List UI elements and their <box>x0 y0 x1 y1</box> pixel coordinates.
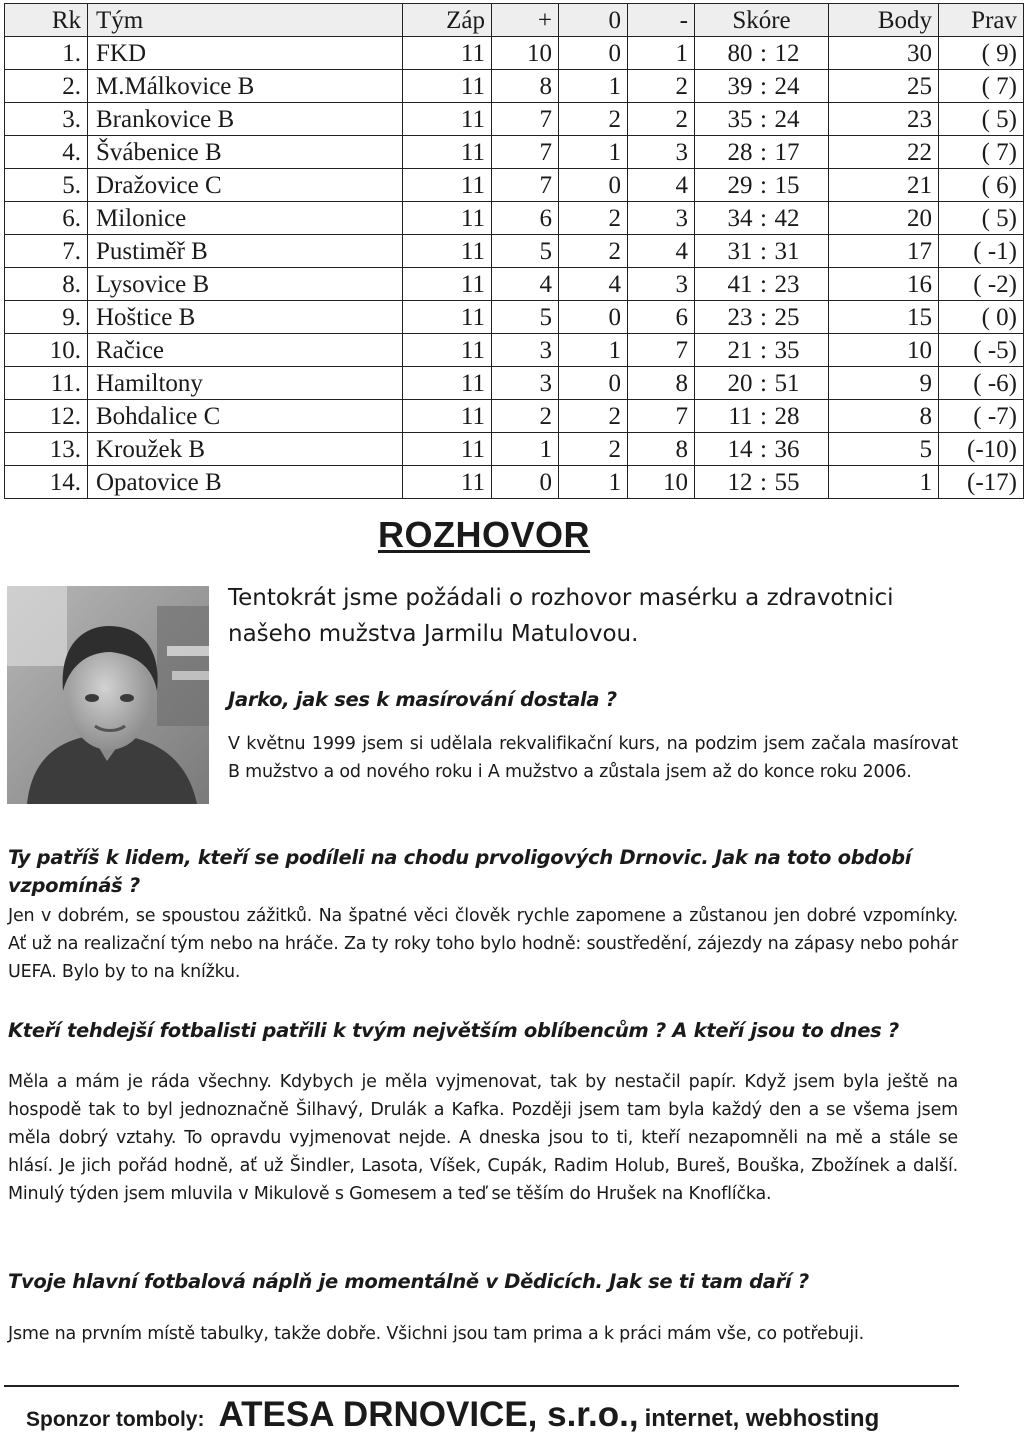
table-row <box>5 136 1024 169</box>
goals-against: 24 <box>774 105 800 133</box>
score-cell <box>695 268 829 301</box>
answer-1: V květnu 1999 jsem si udělala rekvalifikační kurs, na podzim jsem začala masírovat B mužstvo a od nového roku i A mužstvo a zůstala jsem až do konce roku 2006. <box>228 734 958 782</box>
rank-cell: 13. <box>5 433 88 466</box>
table-row <box>5 433 1024 466</box>
score-separator: : <box>760 138 767 166</box>
played-cell: 11 <box>403 136 492 169</box>
draws-cell: 2 <box>559 103 628 136</box>
prav-cell: ( 9) <box>939 37 1024 70</box>
losses-cell: 7 <box>628 400 695 433</box>
team-cell: Bohdalice C <box>88 400 403 433</box>
question-2: Ty patříš k lidem, kteří se podíleli na chodu prvoligových Drnovic. Jak na toto období vzpomínáš ? <box>8 846 912 897</box>
wins-cell: 4 <box>492 268 559 301</box>
losses-cell: 8 <box>628 367 695 400</box>
goals-for: 11 <box>728 402 753 430</box>
goals-for: 31 <box>727 237 753 265</box>
played-cell: 11 <box>403 202 492 235</box>
header-draws: 0 <box>559 4 628 37</box>
losses-cell: 1 <box>628 37 695 70</box>
wins-cell: 7 <box>492 103 559 136</box>
wins-cell: 6 <box>492 202 559 235</box>
table-row <box>5 367 1024 400</box>
wins-cell: 7 <box>492 169 559 202</box>
score-cell <box>695 433 829 466</box>
sponsor-line <box>26 1395 879 1435</box>
header-score: Skóre <box>695 4 829 37</box>
score-separator: : <box>760 72 767 100</box>
header-played: Záp <box>403 4 492 37</box>
losses-cell: 2 <box>628 103 695 136</box>
points-cell: 17 <box>829 235 939 268</box>
interviewee-photo <box>7 586 209 804</box>
score-separator: : <box>760 204 767 232</box>
points-cell: 10 <box>829 334 939 367</box>
goals-against: 28 <box>774 402 800 430</box>
score-separator: : <box>760 270 767 298</box>
goals-against: 31 <box>774 237 800 265</box>
score-separator: : <box>760 336 767 364</box>
draws-cell: 2 <box>559 400 628 433</box>
question-4: Tvoje hlavní fotbalová náplň je momentálně v Dědicích. Jak se ti tam daří ? <box>8 1270 809 1293</box>
points-cell: 1 <box>829 466 939 499</box>
wins-cell: 7 <box>492 136 559 169</box>
goals-against: 12 <box>774 39 800 67</box>
rank-cell: 12. <box>5 400 88 433</box>
wins-cell: 3 <box>492 367 559 400</box>
losses-cell: 3 <box>628 202 695 235</box>
goals-for: 39 <box>727 72 753 100</box>
table-row <box>5 400 1024 433</box>
score-separator: : <box>760 435 767 463</box>
table-row <box>5 235 1024 268</box>
team-cell: Švábenice B <box>88 136 403 169</box>
goals-against: 51 <box>774 369 800 397</box>
draws-cell: 4 <box>559 268 628 301</box>
score-cell <box>695 37 829 70</box>
rank-cell: 1. <box>5 37 88 70</box>
prav-cell: ( 7) <box>939 136 1024 169</box>
sponsor-label: Sponzor tomboly: <box>26 1408 205 1431</box>
prav-cell: ( 0) <box>939 301 1024 334</box>
prav-cell: ( -1) <box>939 235 1024 268</box>
played-cell: 11 <box>403 466 492 499</box>
wins-cell: 8 <box>492 70 559 103</box>
score-separator: : <box>760 303 767 331</box>
score-separator: : <box>760 369 767 397</box>
losses-cell: 10 <box>628 466 695 499</box>
draws-cell: 1 <box>559 466 628 499</box>
prav-cell: ( 5) <box>939 103 1024 136</box>
standings-table <box>4 3 1024 499</box>
wins-cell: 5 <box>492 235 559 268</box>
prav-cell: ( 7) <box>939 70 1024 103</box>
points-cell: 21 <box>829 169 939 202</box>
losses-cell: 4 <box>628 169 695 202</box>
score-cell <box>695 136 829 169</box>
score-separator: : <box>760 105 767 133</box>
losses-cell: 4 <box>628 235 695 268</box>
points-cell: 5 <box>829 433 939 466</box>
table-row <box>5 70 1024 103</box>
table-row <box>5 169 1024 202</box>
rank-cell: 3. <box>5 103 88 136</box>
played-cell: 11 <box>403 235 492 268</box>
interview-intro: Tentokrát jsme požádali o rozhovor masérku a zdravotnici našeho mužstva Jarmilu Matulovou. <box>228 585 894 647</box>
draws-cell: 0 <box>559 169 628 202</box>
points-cell: 23 <box>829 103 939 136</box>
goals-against: 23 <box>774 270 800 298</box>
goals-against: 35 <box>774 336 800 364</box>
header-team: Tým <box>88 4 403 37</box>
header-wins: + <box>492 4 559 37</box>
draws-cell: 0 <box>559 367 628 400</box>
played-cell: 11 <box>403 301 492 334</box>
rank-cell: 10. <box>5 334 88 367</box>
team-cell: Hamiltony <box>88 367 403 400</box>
goals-for: 23 <box>727 303 753 331</box>
header-points: Body <box>829 4 939 37</box>
header-rank: Rk <box>5 4 88 37</box>
team-cell: Lysovice B <box>88 268 403 301</box>
losses-cell: 6 <box>628 301 695 334</box>
goals-for: 29 <box>727 171 753 199</box>
table-row <box>5 103 1024 136</box>
goals-against: 25 <box>774 303 800 331</box>
draws-cell: 2 <box>559 235 628 268</box>
goals-for: 14 <box>727 435 753 463</box>
played-cell: 11 <box>403 268 492 301</box>
rank-cell: 8. <box>5 268 88 301</box>
points-cell: 20 <box>829 202 939 235</box>
team-cell: Brankovice B <box>88 103 403 136</box>
points-cell: 8 <box>829 400 939 433</box>
played-cell: 11 <box>403 400 492 433</box>
points-cell: 16 <box>829 268 939 301</box>
prav-cell: ( 6) <box>939 169 1024 202</box>
score-separator: : <box>760 237 767 265</box>
score-separator: : <box>760 171 767 199</box>
goals-for: 21 <box>727 336 753 364</box>
prav-cell: (-17) <box>939 466 1024 499</box>
losses-cell: 7 <box>628 334 695 367</box>
question-1: Jarko, jak ses k masírování dostala ? <box>228 688 617 711</box>
goals-for: 80 <box>727 39 753 67</box>
rank-cell: 5. <box>5 169 88 202</box>
team-cell: Pustiměř B <box>88 235 403 268</box>
score-cell <box>695 301 829 334</box>
losses-cell: 3 <box>628 268 695 301</box>
goals-against: 15 <box>774 171 800 199</box>
played-cell: 11 <box>403 37 492 70</box>
draws-cell: 1 <box>559 136 628 169</box>
table-row <box>5 268 1024 301</box>
draws-cell: 2 <box>559 202 628 235</box>
score-cell <box>695 169 829 202</box>
played-cell: 11 <box>403 70 492 103</box>
goals-against: 36 <box>774 435 800 463</box>
prav-cell: ( -5) <box>939 334 1024 367</box>
goals-for: 34 <box>727 204 753 232</box>
losses-cell: 3 <box>628 136 695 169</box>
wins-cell: 0 <box>492 466 559 499</box>
question-3: Kteří tehdejší fotbalisti patřili k tvým největším oblíbencům ? A kteří jsou to dnes ? <box>8 1019 899 1042</box>
team-cell: Milonice <box>88 202 403 235</box>
footer-divider <box>4 1385 959 1387</box>
answer-2: Jen v dobrém, se spoustou zážitků. Na špatné věci člověk rychle zapomene a zůstanou jen dobré vzpomínky. Ať už na realizační tým nebo na hráče. Za ty roky toho bylo hodně: soustředění, zájezdy na zápasy nebo pohár UEFA. Bylo by to na knížku. <box>8 906 958 982</box>
table-row <box>5 301 1024 334</box>
played-cell: 11 <box>403 169 492 202</box>
prav-cell: ( -6) <box>939 367 1024 400</box>
points-cell: 15 <box>829 301 939 334</box>
interview-heading: ROZHOVOR <box>378 514 591 555</box>
draws-cell: 1 <box>559 70 628 103</box>
wins-cell: 1 <box>492 433 559 466</box>
draws-cell: 0 <box>559 301 628 334</box>
rank-cell: 14. <box>5 466 88 499</box>
points-cell: 30 <box>829 37 939 70</box>
prav-cell: ( 5) <box>939 202 1024 235</box>
wins-cell: 10 <box>492 37 559 70</box>
sponsor-name: ATESA DRNOVICE, s.r.o., <box>218 1395 639 1434</box>
draws-cell: 0 <box>559 37 628 70</box>
team-cell: Račice <box>88 334 403 367</box>
table-row <box>5 466 1024 499</box>
standings-body <box>5 37 1024 499</box>
rank-cell: 11. <box>5 367 88 400</box>
goals-for: 41 <box>727 270 753 298</box>
goals-against: 17 <box>774 138 800 166</box>
played-cell: 11 <box>403 334 492 367</box>
header-prav: Prav <box>939 4 1024 37</box>
team-cell: FKD <box>88 37 403 70</box>
standings-header <box>5 4 1024 37</box>
team-cell: Opatovice B <box>88 466 403 499</box>
rank-cell: 6. <box>5 202 88 235</box>
points-cell: 22 <box>829 136 939 169</box>
goals-against: 55 <box>774 468 800 496</box>
rank-cell: 4. <box>5 136 88 169</box>
rank-cell: 7. <box>5 235 88 268</box>
table-row <box>5 202 1024 235</box>
goals-for: 20 <box>727 369 753 397</box>
team-cell: Hoštice B <box>88 301 403 334</box>
score-cell <box>695 202 829 235</box>
wins-cell: 5 <box>492 301 559 334</box>
goals-for: 12 <box>727 468 753 496</box>
score-cell <box>695 235 829 268</box>
wins-cell: 2 <box>492 400 559 433</box>
team-cell: Kroužek B <box>88 433 403 466</box>
score-cell <box>695 367 829 400</box>
score-separator: : <box>760 468 767 496</box>
table-row <box>5 37 1024 70</box>
standings-header-row <box>5 4 1024 37</box>
points-cell: 25 <box>829 70 939 103</box>
prav-cell: (-10) <box>939 433 1024 466</box>
wins-cell: 3 <box>492 334 559 367</box>
draws-cell: 2 <box>559 433 628 466</box>
answer-3: Měla a mám je ráda všechny. Kdybych je měla vyjmenovat, tak by nestačil papír. Když jsem byla ještě na hospodě tak to byl jednoznačně Šilhavý, Drulák a Kafka. Později jsem tam byla každý den a se všema jsem měla dobrý vztahy. To opravdu vyjmenovat nejde. A dneska jsou to ti, kteří nezapomněli na mě a stále se hlásí. Je jich pořád hodně, ať už Šindler, Lasota, Víšek, Cupák, Radim Holub, Bureš, Bouška, Zbožínek a další. Minulý týden jsem mluvila v Mikulově s Gomesem a teď se těším do Hrušek na Knoflíčka. <box>8 1072 958 1204</box>
goals-for: 35 <box>727 105 753 133</box>
rank-cell: 2. <box>5 70 88 103</box>
table-row <box>5 334 1024 367</box>
losses-cell: 8 <box>628 433 695 466</box>
score-separator: : <box>760 402 767 430</box>
losses-cell: 2 <box>628 70 695 103</box>
draws-cell: 1 <box>559 334 628 367</box>
goals-against: 42 <box>774 204 800 232</box>
sponsor-details: internet, webhosting <box>644 1405 880 1432</box>
goals-against: 24 <box>774 72 800 100</box>
score-cell <box>695 70 829 103</box>
score-separator: : <box>760 39 767 67</box>
prav-cell: ( -2) <box>939 268 1024 301</box>
rank-cell: 9. <box>5 301 88 334</box>
team-cell: M.Málkovice B <box>88 70 403 103</box>
goals-for: 28 <box>727 138 753 166</box>
score-cell <box>695 334 829 367</box>
played-cell: 11 <box>403 103 492 136</box>
points-cell: 9 <box>829 367 939 400</box>
score-cell <box>695 400 829 433</box>
played-cell: 11 <box>403 433 492 466</box>
team-cell: Dražovice C <box>88 169 403 202</box>
score-cell <box>695 466 829 499</box>
prav-cell: ( -7) <box>939 400 1024 433</box>
score-cell <box>695 103 829 136</box>
played-cell: 11 <box>403 367 492 400</box>
answer-4: Jsme na prvním místě tabulky, takže dobře. Všichni jsou tam prima a k práci mám vše, co potřebuji. <box>8 1324 865 1344</box>
header-losses: - <box>628 4 695 37</box>
